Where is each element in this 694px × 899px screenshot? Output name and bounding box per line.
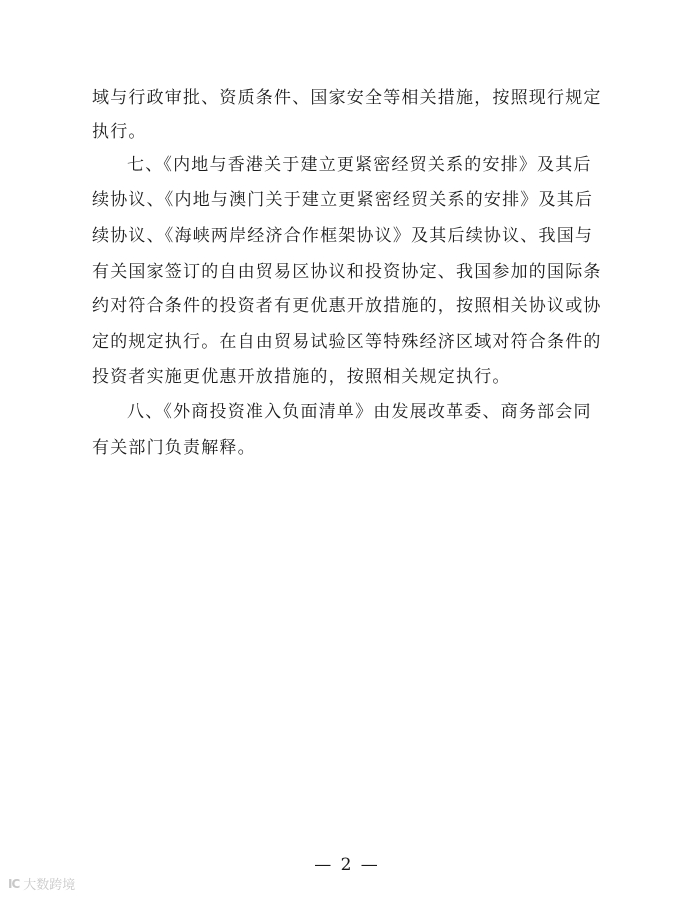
- watermark-text: 大数跨境: [23, 878, 76, 893]
- paragraph-line: 七、《内地与香港关于建立更紧密经贸关系的安排》及其后: [127, 155, 592, 175]
- page-number: — 2 —: [314, 855, 380, 875]
- paragraph-line: 投资者实施更优惠开放措施的，按照相关规定执行。: [92, 367, 511, 387]
- watermark: [8, 874, 75, 893]
- paragraph-line: 约对符合条件的投资者有更优惠开放措施的，按照相关协议或协: [92, 296, 602, 316]
- watermark-logo-icon: IC: [8, 876, 20, 891]
- paragraph-line: 续协议、《内地与澳门关于建立更紧密经贸关系的安排》及其后: [92, 190, 594, 210]
- paragraph-line: 有关部门负责解释。: [92, 438, 256, 458]
- paragraph-line: 有关国家签订的自由贸易区协议和投资协定、我国参加的国际条: [92, 262, 602, 282]
- paragraph-line: 执行。: [92, 122, 147, 142]
- paragraph-line: 八、《外商投资准入负面清单》由发展改革委、商务部会同: [127, 402, 592, 422]
- paragraph-line: 续协议、《海峡两岸经济合作框架协议》及其后续协议、我国与: [92, 226, 594, 246]
- paragraph-line: 域与行政审批、资质条件、国家安全等相关措施，按照现行规定: [92, 88, 602, 108]
- paragraph-line: 定的规定执行。在自由贸易试验区等特殊经济区域对符合条件的: [92, 332, 602, 352]
